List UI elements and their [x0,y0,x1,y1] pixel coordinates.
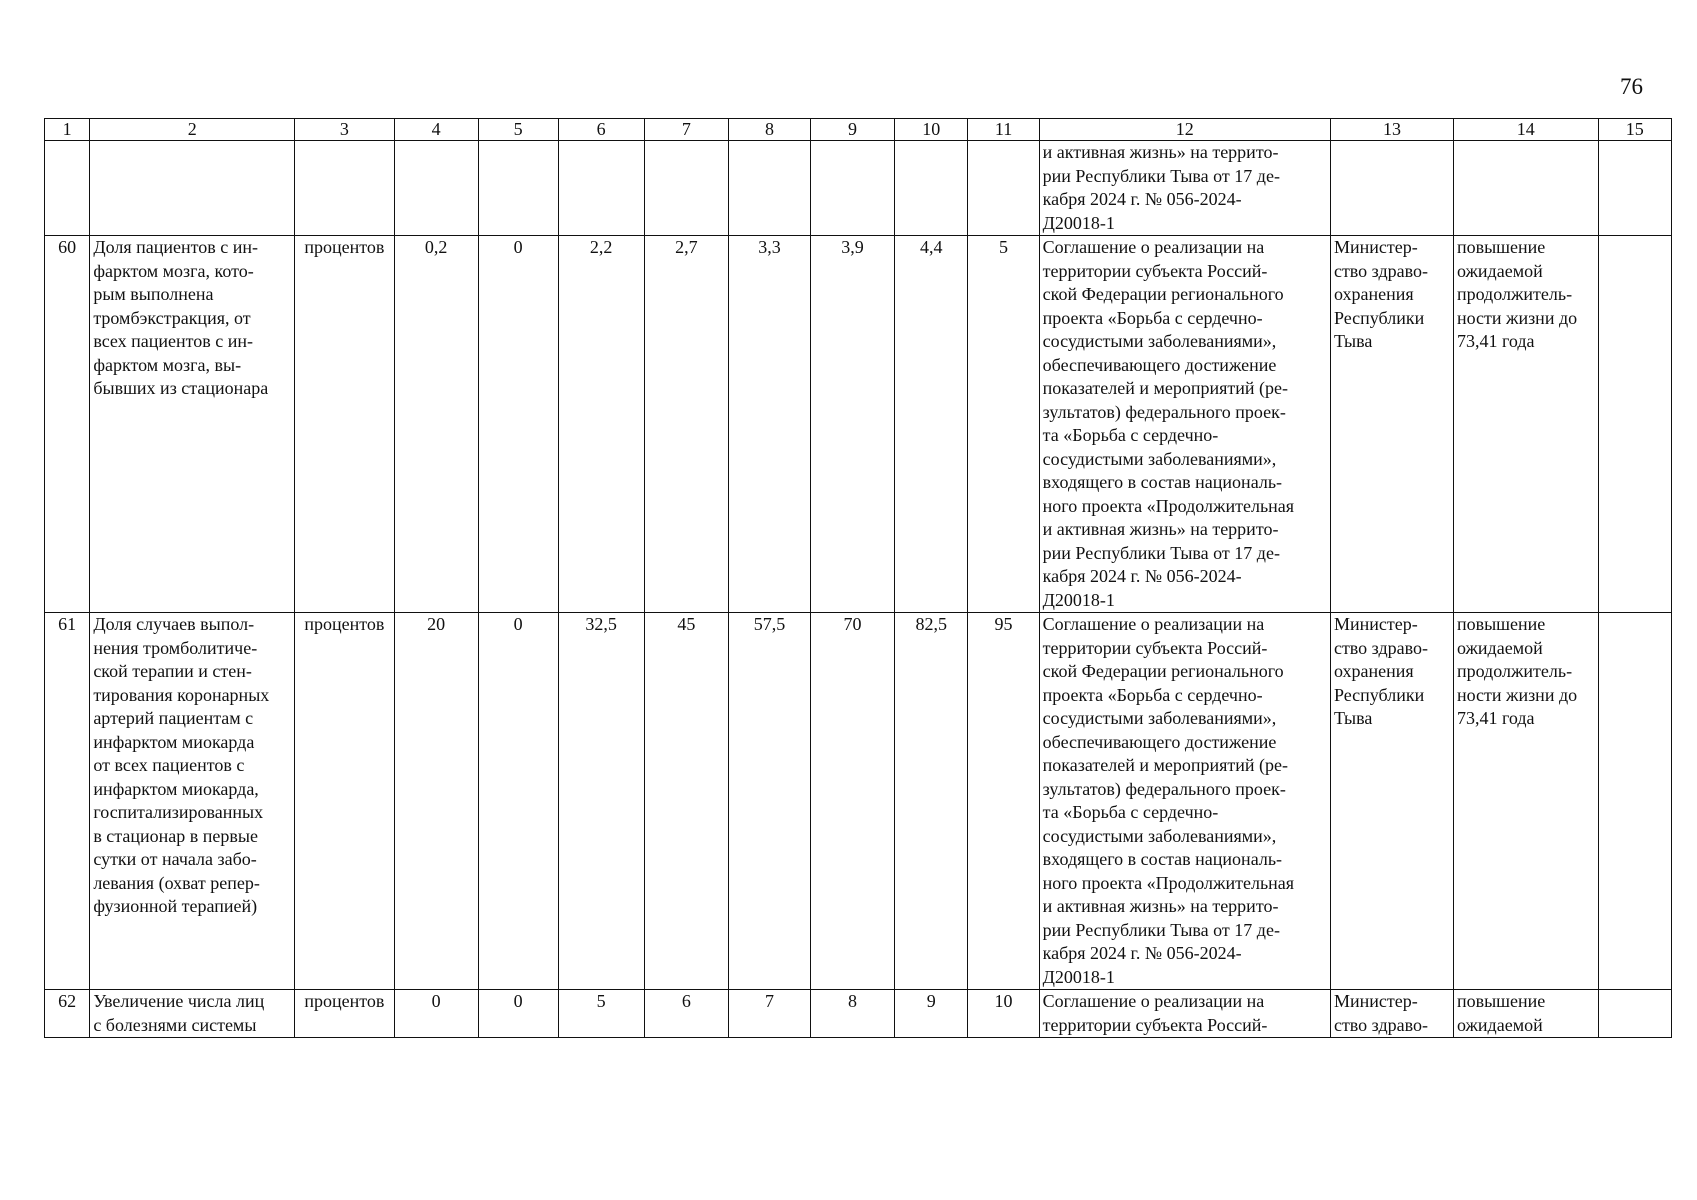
unit [295,141,394,236]
value-col-10 [895,236,968,613]
column-15 [1598,990,1672,1038]
value-col-10-text: 4,4 [920,237,943,257]
column-header: 1 [45,119,90,141]
value-col-11 [968,990,1039,1038]
column-header: 4 [394,119,478,141]
responsible-body [1330,141,1453,236]
column-header: 5 [478,119,558,141]
value-col-6 [558,141,644,236]
value-col-10-text: 9 [926,991,936,1011]
value-col-7-text: 45 [677,614,696,634]
value-col-4 [394,613,478,990]
value-col-6 [558,613,644,990]
unit-text: процентов [304,237,385,257]
value-col-11 [968,141,1039,236]
value-col-10 [895,990,968,1038]
value-col-9 [810,990,894,1038]
value-col-4-text: 20 [427,614,446,634]
basis-document-text: Соглашение о реализации на территории субъекта Россий- ской Федерации регионального проекта «Борьба с сердечно- сосудистыми заболеваниями», обеспечивающего достижение показателей и мероприятий (ре- зультатов) федерального проек- та «Борьба с сердечно- сосудистыми заболеваниями», входящего в состав националь- ного проекта «Продолжительная и активная жизнь» на террито- рии Республики Тыва от 17 де- кабря 2024 г. № 056-2024- Д20018-1 [1042,237,1295,610]
row-number [45,990,90,1038]
basis-document [1039,236,1330,613]
indicator-name-text: Доля пациентов с ин- фарктом мозга, кото- рым выполнена тромбэкстракция, от всех пациентов с ин- фарктом мозга, вы- бывших из стационара [93,237,269,398]
value-col-9-text: 70 [843,614,862,634]
basis-document-text: Соглашение о реализации на территории субъекта Россий- [1042,991,1268,1035]
value-col-10 [895,613,968,990]
value-col-5-text: 0 [513,991,523,1011]
row-number-text: 61 [58,614,77,634]
value-col-11-text: 95 [994,614,1013,634]
indicator-name-text: Увеличение числа лиц с болезнями системы [93,991,265,1035]
value-col-4 [394,141,478,236]
basis-document [1039,613,1330,990]
unit-text: процентов [304,991,385,1011]
column-header: 14 [1453,119,1598,141]
column-header: 2 [90,119,295,141]
column-header: 15 [1598,119,1672,141]
value-col-9 [810,613,894,990]
goal-link [1453,141,1598,236]
value-col-9-text: 8 [848,991,858,1011]
value-col-5 [478,613,558,990]
row-number [45,236,90,613]
value-col-5-text: 0 [513,614,523,634]
value-col-8 [728,236,810,613]
column-15 [1598,613,1672,990]
value-col-5 [478,141,558,236]
column-header: 13 [1330,119,1453,141]
responsible-body [1330,613,1453,990]
value-col-8-text: 57,5 [753,614,786,634]
column-header: 6 [558,119,644,141]
goal-link [1453,613,1598,990]
indicators-table [44,118,1672,1038]
column-header: 8 [728,119,810,141]
column-header: 9 [810,119,894,141]
value-col-9 [810,236,894,613]
column-header: 10 [895,119,968,141]
indicator-name [90,613,295,990]
value-col-8 [728,990,810,1038]
row-number-text: 60 [58,237,77,257]
column-header: 11 [968,119,1039,141]
value-col-11-text: 10 [994,991,1013,1011]
goal-link-text: повышение ожидаемой продолжитель- ности жизни до 73,41 года [1456,237,1578,351]
column-15 [1598,236,1672,613]
indicator-name [90,236,295,613]
value-col-6-text: 2,2 [589,237,613,257]
value-col-8 [728,141,810,236]
value-col-5 [478,236,558,613]
value-col-7 [644,613,728,990]
value-col-11-text: 5 [999,237,1009,257]
basis-document-text: и активная жизнь» на террито- рии Республики Тыва от 17 де- кабря 2024 г. № 056-2024- Д20018-1 [1042,142,1280,233]
responsible-body [1330,990,1453,1038]
table-row [45,141,1672,236]
unit-text: процентов [304,614,385,634]
unit [295,613,394,990]
goal-link [1453,236,1598,613]
basis-document-text: Соглашение о реализации на территории субъекта Россий- ской Федерации регионального проекта «Борьба с сердечно- сосудистыми заболеваниями», обеспечивающего достижение показателей и мероприятий (ре- зультатов) федерального проек- та «Борьба с сердечно- сосудистыми заболеваниями», входящего в состав националь- ного проекта «Продолжительная и активная жизнь» на террито- рии Республики Тыва от 17 де- кабря 2024 г. № 056-2024- Д20018-1 [1042,614,1295,987]
row-number-text: 62 [58,991,77,1011]
table-row [45,990,1672,1038]
value-col-8 [728,613,810,990]
goal-link [1453,990,1598,1038]
value-col-9-text: 3,9 [841,237,864,257]
row-number [45,613,90,990]
basis-document [1039,141,1330,236]
indicator-name-text: Доля случаев выпол- нения тромболитиче- ской терапии и стен- тирования коронарных артерий пациентам с инфарктом миокарда от всех пациентов с инфарктом миокарда, госпитализированных в стационар в первые сутки от начала забо- левания (охват репер- фузионной терапией) [93,614,270,916]
responsible-body-text: Министер- ство здраво- [1333,991,1428,1035]
value-col-5-text: 0 [513,237,523,257]
header-row [45,119,1672,141]
column-15 [1598,141,1672,236]
value-col-7 [644,236,728,613]
goal-link-text: повышение ожидаемой продолжитель- ности жизни до 73,41 года [1456,614,1578,728]
table-row [45,236,1672,613]
page-number: 76 [1620,74,1643,99]
value-col-8-text: 7 [764,991,774,1011]
goal-link-text: повышение ожидаемой [1456,991,1546,1035]
value-col-7 [644,990,728,1038]
value-col-4-text: 0,2 [424,237,448,257]
basis-document [1039,990,1330,1038]
column-header: 12 [1039,119,1330,141]
value-col-8-text: 3,3 [758,237,781,257]
value-col-5 [478,990,558,1038]
value-col-10-text: 82,5 [915,614,948,634]
responsible-body-text: Министер- ство здраво- охранения Республики Тыва [1333,614,1428,728]
responsible-body [1330,236,1453,613]
value-col-7-text: 6 [681,991,691,1011]
value-col-6-text: 5 [596,991,606,1011]
table-row [45,613,1672,990]
responsible-body-text: Министер- ство здраво- охранения Республики Тыва [1333,237,1428,351]
unit [295,990,394,1038]
value-col-7 [644,141,728,236]
value-col-7-text: 2,7 [675,237,698,257]
indicator-name [90,990,295,1038]
value-col-4-text: 0 [431,991,441,1011]
value-col-6 [558,236,644,613]
value-col-11 [968,613,1039,990]
value-col-9 [810,141,894,236]
value-col-4 [394,990,478,1038]
value-col-6 [558,990,644,1038]
value-col-11 [968,236,1039,613]
value-col-4 [394,236,478,613]
indicator-name [90,141,295,236]
row-number [45,141,90,236]
unit [295,236,394,613]
value-col-10 [895,141,968,236]
value-col-6-text: 32,5 [585,614,617,634]
column-header: 7 [644,119,728,141]
column-header: 3 [295,119,394,141]
